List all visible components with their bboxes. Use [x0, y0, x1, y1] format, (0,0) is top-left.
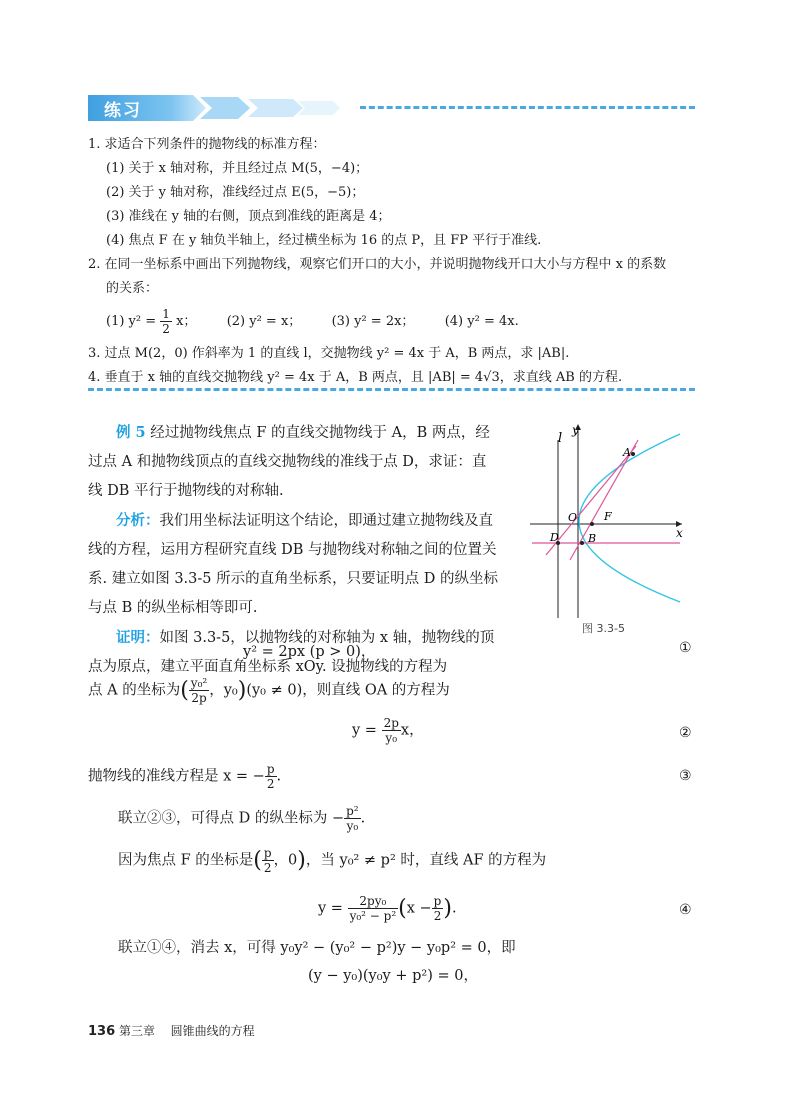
example-line-1 [88, 418, 528, 448]
analysis-line-2: 线的方程，运用方程研究直线 DB 与抛物线对称轴之间的位置关 [88, 542, 497, 558]
denominator: y₀² − p² [349, 909, 397, 923]
exercise-2: 2. 在同一坐标系中画出下列抛物线，观察它们开口的大小，并说明抛物线开口大小与方程中 x 的系数 [88, 257, 667, 272]
analysis-line-4: 与点 B 的纵坐标相等即可. [88, 600, 258, 616]
denominator: 2 [162, 322, 170, 336]
exercise-1-4: (4) 焦点 F 在 y 轴负半轴上，经过横坐标为 16 的点 P，且 FP 平行于准线. [106, 233, 542, 248]
denominator: 2 [433, 909, 442, 923]
denominator: y₀ [385, 731, 398, 745]
factored-equation: (y − y₀)(y₀y + p²) = 0， [308, 968, 478, 984]
solve23-line [118, 804, 365, 834]
chapter-number: 第三章 [118, 1024, 155, 1038]
equation-4 [318, 894, 457, 923]
exercise-2-opt1-b: x； [176, 314, 197, 329]
exercise-list [88, 133, 708, 390]
equation-1: y² = 2px (p > 0)， [243, 644, 376, 660]
point-B [580, 541, 584, 545]
pointA-line [88, 676, 708, 706]
eq2-lhs: y = [352, 722, 377, 739]
denominator: 2 [266, 777, 275, 791]
parabola-figure [530, 420, 690, 620]
numerator: 2py₀ [348, 894, 399, 909]
equation-2 [352, 716, 424, 745]
top-divider [360, 106, 695, 109]
exercise-2-opt1-a: (1) y² = [106, 314, 157, 329]
eq2-rhs: x， [400, 722, 424, 739]
page-number: 136 [88, 1024, 116, 1039]
numerator: 1 [162, 307, 170, 321]
example-text: 经过抛物线焦点 F 的直线交抛物线于 A，B 两点，经 [150, 425, 490, 441]
pointA-y0: ，y₀ [209, 682, 238, 699]
exercise-2-opt2: (2) y² = x； [226, 314, 302, 329]
fraction [262, 846, 274, 875]
exercise-1-2: (2) 关于 y 轴对称，准线经过点 E(5，−5)； [106, 185, 365, 200]
eq4-lhs: y = [318, 900, 343, 917]
chapter-title: 圆锥曲线的方程 [170, 1024, 255, 1038]
fraction [265, 762, 277, 791]
example-line-2: 过点 A 和抛物线顶点的直线交抛物线的准线于点 D，求证：直 [88, 454, 487, 470]
numerator: p² [346, 804, 359, 818]
exercise-2-cont: 的关系： [106, 281, 159, 296]
paren-right: ) [297, 848, 306, 873]
proof-text: 如图 3.3-5，以抛物线的对称轴为 x 轴，抛物线的顶 [159, 630, 495, 646]
eq4-x: x − [406, 900, 432, 917]
numerator: p [433, 894, 442, 908]
label-B: B [588, 532, 597, 545]
exercise-2-opt3: (3) y² = 2x； [331, 314, 415, 329]
point-F [590, 522, 594, 526]
paren-right: ) [237, 678, 247, 703]
fraction [382, 716, 401, 745]
fraction [348, 894, 399, 923]
paren-left: ( [253, 848, 262, 873]
label-O: O [568, 511, 578, 524]
section-title: 练习 [104, 101, 142, 121]
equation-4-tag: ④ [679, 902, 692, 918]
solve23-end: . [360, 810, 366, 827]
numerator: 2p [383, 716, 399, 730]
label-A: A [623, 446, 631, 459]
label-D: D [550, 531, 559, 544]
focus-line [118, 846, 546, 876]
exercise-3: 3. 过点 M(2，0) 作斜率为 1 的直线 l，交抛物线 y² = 4x 于 A，B 两点，求 |AB|. [88, 346, 570, 361]
directrix-end: . [276, 768, 282, 785]
exercise-2-opt4: (4) y² = 4x. [444, 314, 519, 329]
exercise-1: 1. 求适合下列条件的抛物线的标准方程： [88, 137, 326, 152]
solve14-line: 联立①④，消去 x，可得 y₀y² − (y₀² − p²)y − y₀p² = 0，即 [118, 940, 516, 956]
equation-2-tag: ② [679, 725, 692, 741]
label-x: x [676, 526, 683, 540]
exercise-4: 4. 垂直于 x 轴的直线交抛物线 y² = 4x 于 A，B 两点，且 |AB| = 4√3，求直线 AB 的方程. [88, 370, 623, 385]
pointA-text: 点 A 的坐标为 [88, 682, 181, 699]
proof-label: 证明： [116, 629, 160, 646]
point-A [631, 452, 635, 456]
fraction [344, 804, 361, 833]
numerator: p [266, 762, 275, 776]
directrix-line-text [88, 762, 281, 792]
bottom-divider [88, 388, 695, 391]
analysis-line-3: 系. 建立如图 3.3-5 所示的直角坐标系，只要证明点 D 的纵坐标 [88, 571, 498, 587]
focus-text: 因为焦点 F 的坐标是 [118, 852, 254, 869]
paren-right: ) [443, 896, 452, 921]
eq4-end: . [451, 900, 457, 917]
fraction [160, 307, 172, 336]
equation-1-tag: ① [679, 640, 692, 656]
paren-left: ( [398, 896, 407, 921]
analysis-label: 分析： [116, 512, 160, 529]
analysis-line-1 [88, 506, 528, 536]
label-l: l [558, 431, 563, 446]
pointA-cont: (y₀ ≠ 0)，则直线 OA 的方程为 [246, 682, 450, 699]
figure-caption: 图 3.3-5 [582, 622, 625, 635]
equation-3-tag: ③ [679, 768, 692, 784]
numerator: y₀² [190, 676, 208, 690]
directrix-text: 抛物线的准线方程是 x = − [88, 768, 265, 785]
denominator: 2p [191, 691, 207, 705]
exercise-2-options [88, 307, 708, 336]
focus-zero: ，0 [273, 852, 298, 869]
exercise-1-3: (3) 准线在 y 轴的右侧，顶点到准线的距离是 4； [106, 209, 391, 224]
denominator: y₀ [346, 819, 359, 833]
example-line-3: 线 DB 平行于抛物线的对称轴. [88, 483, 284, 499]
proof-line-2: 点为原点，建立平面直角坐标系 xOy. 设抛物线的方程为 [88, 659, 448, 675]
fraction [189, 676, 209, 705]
focus-cont: ，当 y₀² ≠ p² 时，直线 AF 的方程为 [305, 852, 547, 869]
page-footer [88, 1022, 255, 1039]
numerator: p [263, 846, 272, 860]
label-y: y [572, 423, 579, 437]
denominator: 2 [263, 861, 272, 875]
label-F: F [604, 510, 612, 523]
analysis-text: 我们用坐标法证明这个结论，即通过建立抛物线及直 [159, 513, 493, 529]
solve23-text: 联立②③，可得点 D 的纵坐标为 − [118, 810, 345, 827]
exercise-1-1: (1) 关于 x 轴对称，并且经过点 M(5，−4)； [106, 161, 369, 176]
paren-left: ( [180, 678, 189, 703]
fraction [432, 894, 444, 923]
example-label: 例 5 [116, 424, 146, 441]
